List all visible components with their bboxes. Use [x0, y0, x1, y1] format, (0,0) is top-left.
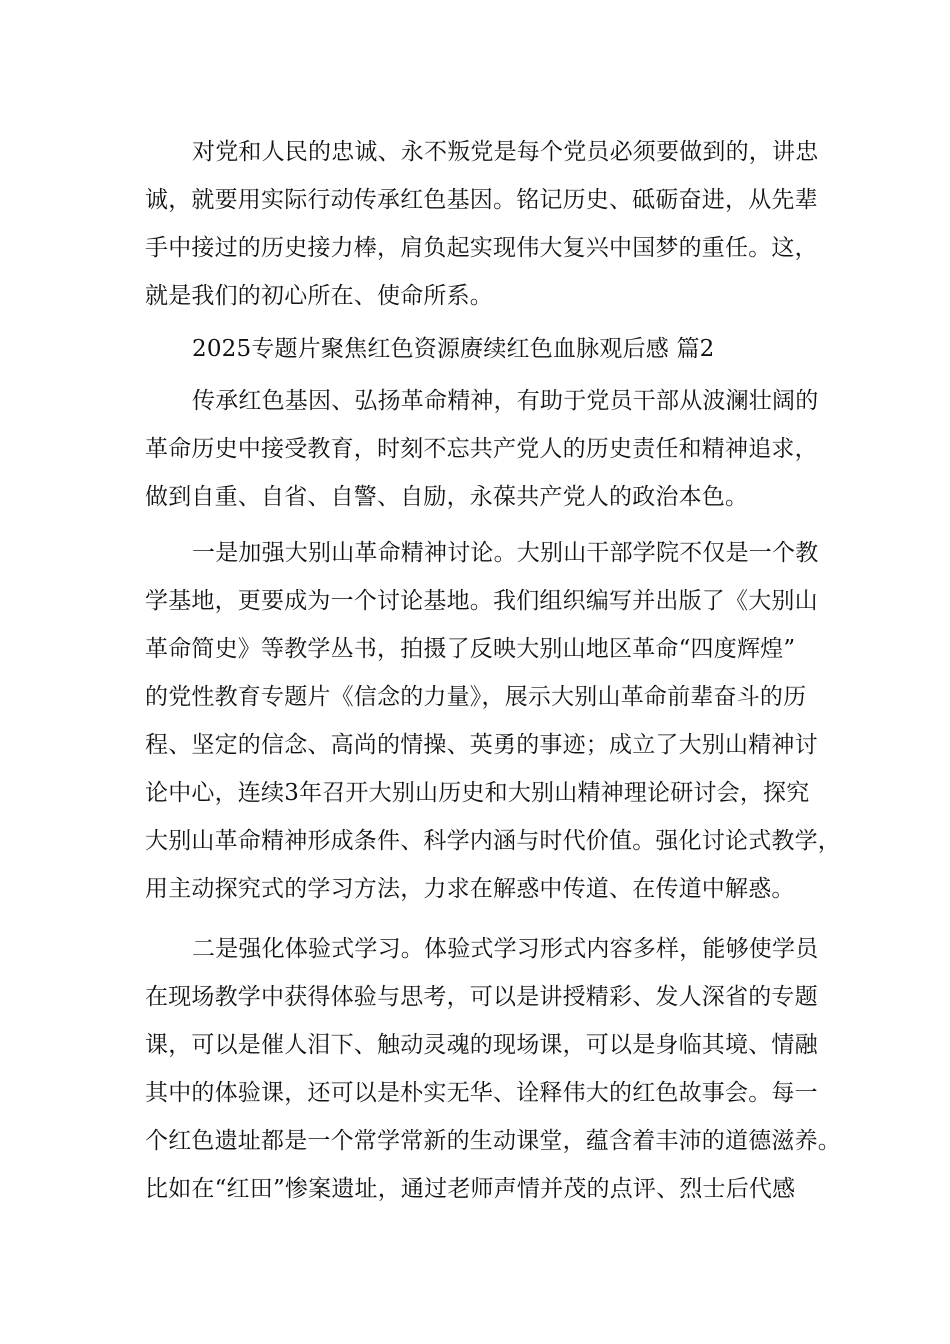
paragraph-line: 用主动探究式的学习方法，力求在解惑中传道、在传道中解惑。: [145, 876, 795, 902]
paragraph-line: 大别山革命精神形成条件、科学内涵与时代价值。强化讨论式教学，: [145, 828, 841, 854]
paragraph-line: 传承红色基因、弘扬革命精神，有助于党员干部从波澜壮阔的: [192, 388, 819, 414]
paragraph-line: 一是加强大别山革命精神讨论。大别山干部学院不仅是一个教: [192, 540, 819, 566]
paragraph-line: 程、坚定的信念、高尚的情操、英勇的事迹；成立了大别山精神讨: [145, 732, 818, 758]
paragraph-line: 的党性教育专题片《信念的力量》，展示大别山革命前辈奋斗的历: [145, 684, 807, 710]
paragraph-line: 革命简史》等教学丛书，拍摄了反映大别山地区革命“四度辉煌”: [145, 636, 796, 662]
paragraph-line: 个红色遗址都是一个常学常新的生动课堂，蕴含着丰沛的道德滋养。: [145, 1128, 841, 1154]
paragraph-line: 论中心，连续3年召开大别山历史和大别山精神理论研讨会，探究: [145, 780, 810, 806]
paragraph-line: 对党和人民的忠诚、永不叛党是每个党员必须要做到的，讲忠: [192, 139, 819, 165]
paragraph-line: 诚，就要用实际行动传承红色基因。铭记历史、砥砺奋进，从先辈: [145, 187, 818, 213]
paragraph-line: 比如在“红田”惨案遗址，通过老师声情并茂的点评、烈士后代感: [145, 1176, 796, 1202]
section-heading: 2025专题片聚焦红色资源赓续红色血脉观后感 篇2: [192, 336, 715, 362]
paragraph-line: 革命历史中接受教育，时刻不忘共产党人的历史责任和精神追求，: [145, 436, 818, 462]
paragraph-line: 做到自重、自省、自警、自励，永葆共产党人的政治本色。: [145, 484, 749, 510]
paragraph-line: 手中接过的历史接力棒，肩负起实现伟大复兴中国梦的重任。这，: [145, 235, 818, 261]
paragraph-line: 就是我们的初心所在、使命所系。: [145, 283, 493, 309]
paragraph-line: 二是强化体验式学习。体验式学习形式内容多样，能够使学员: [192, 936, 819, 962]
paragraph-line: 课，可以是催人泪下、触动灵魂的现场课，可以是身临其境、情融: [145, 1032, 818, 1058]
paragraph-line: 学基地，更要成为一个讨论基地。我们组织编写并出版了《大别山: [145, 588, 818, 614]
paragraph-line: 在现场教学中获得体验与思考，可以是讲授精彩、发人深省的专题: [145, 984, 818, 1010]
paragraph-line: 其中的体验课，还可以是朴实无华、诠释伟大的红色故事会。每一: [145, 1080, 818, 1106]
